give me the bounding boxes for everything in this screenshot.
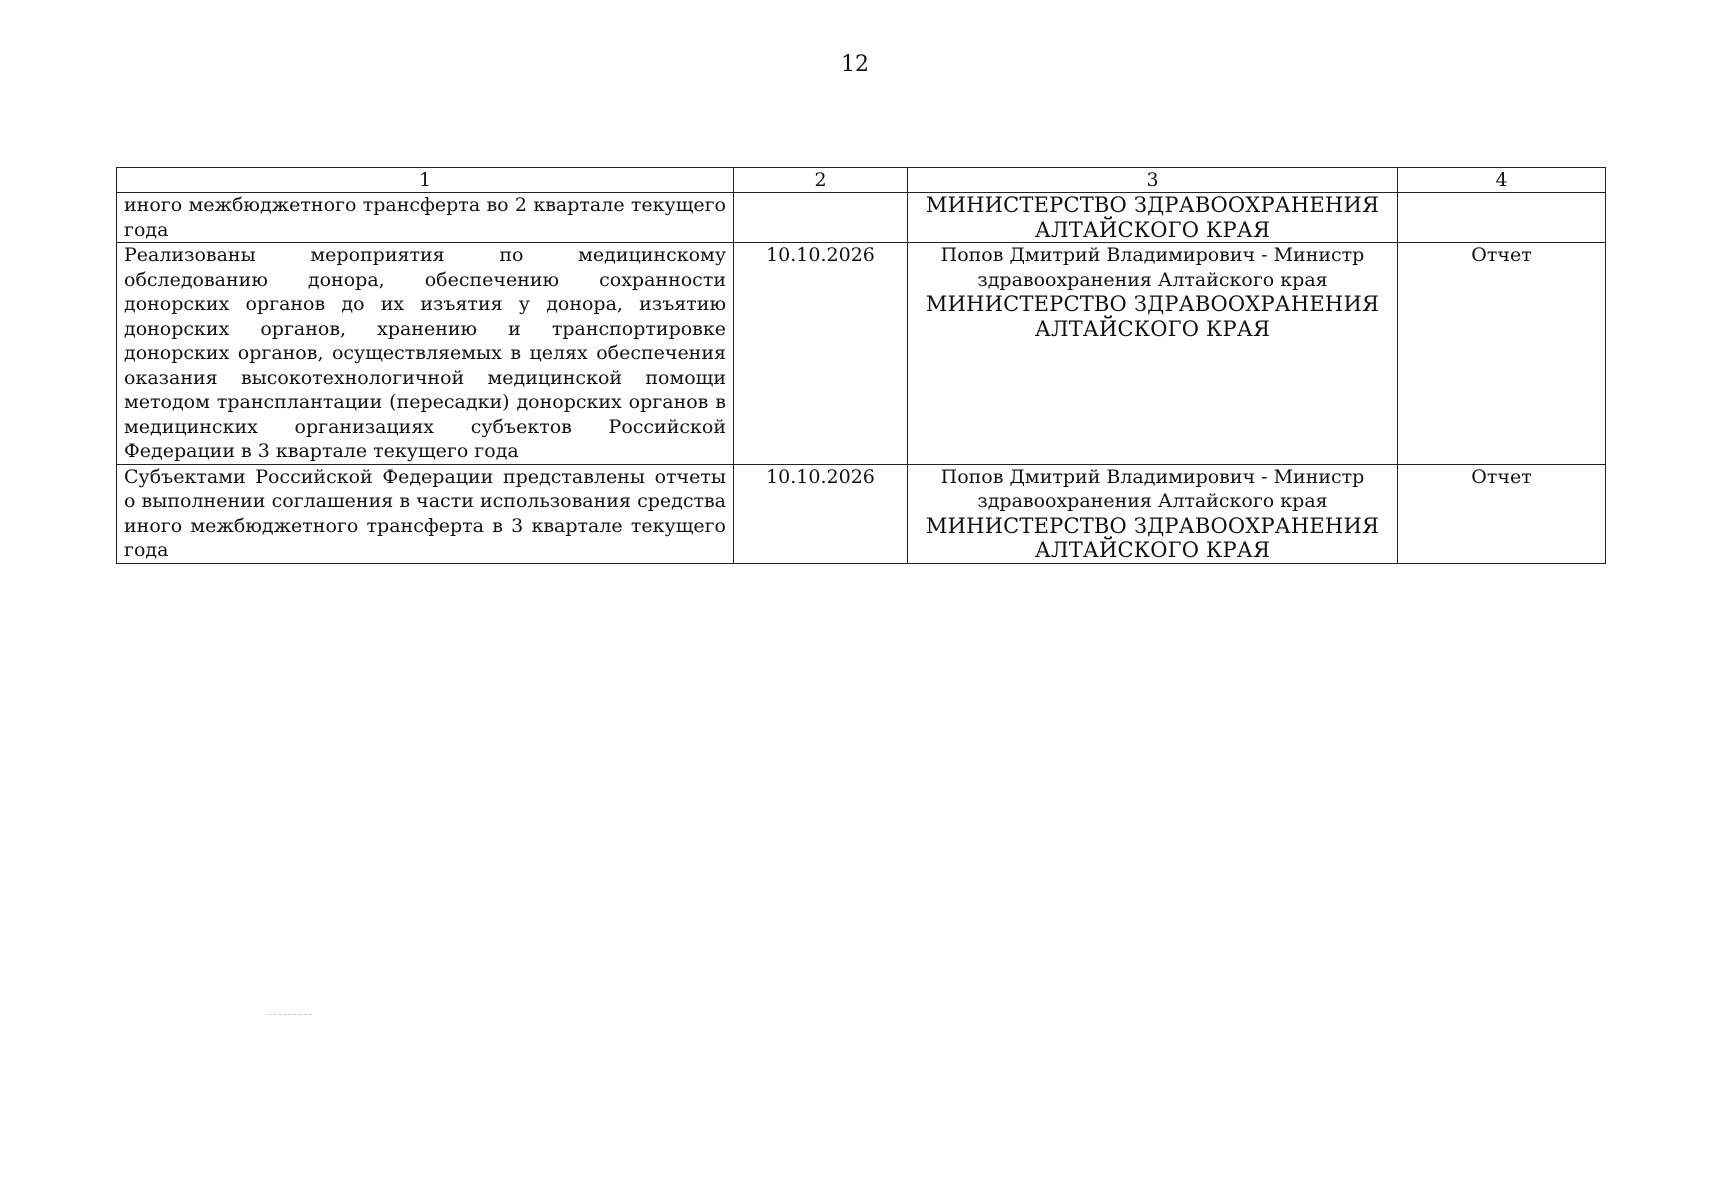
column-header-2: 2 [734,168,908,193]
row-date: 10.10.2026 [734,464,908,563]
table-row [117,193,1606,243]
row-date [734,193,908,243]
row-description: Субъектами Российской Федерации представлены отчеты о выполнении соглашения в части использования средства иного межбюджетного трансферта в 3 квартале текущего года [117,464,734,563]
row-document: Отчет [1398,243,1606,465]
responsible-org: МИНИСТЕРСТВО ЗДРАВООХРАНЕНИЯ АЛТАЙСКОГО КРАЯ [925,193,1380,242]
column-header-3: 3 [908,168,1398,193]
responsible-org: МИНИСТЕРСТВО ЗДРАВООХРАНЕНИЯ АЛТАЙСКОГО КРАЯ [925,513,1380,562]
scan-artifact [268,1014,312,1017]
responsible-org: МИНИСТЕРСТВО ЗДРАВООХРАНЕНИЯ АЛТАЙСКОГО КРАЯ [925,292,1380,341]
row-responsible [908,243,1398,465]
column-header-1: 1 [117,168,734,193]
page-number: 12 [841,52,869,77]
row-document: Отчет [1398,464,1606,563]
responsible-person: Попов Дмитрий Владимирович - Министр здравоохранения Алтайского края [940,244,1365,291]
table-row [117,464,1606,563]
responsible-person: Попов Дмитрий Владимирович - Министр здравоохранения Алтайского края [940,465,1365,512]
table-body [117,193,1606,564]
plan-table [116,167,1606,564]
table-row [117,243,1606,465]
row-description: иного межбюджетного трансферта во 2 квартале текущего года [117,193,734,243]
row-document [1398,193,1606,243]
row-responsible [908,193,1398,243]
header-row [117,168,1606,193]
table-header [117,168,1606,193]
row-date: 10.10.2026 [734,243,908,465]
column-header-4: 4 [1398,168,1606,193]
row-responsible [908,464,1398,563]
row-description: Реализованы мероприятия по медицинскому обследованию донора, обеспечению сохранности донорских органов до их изъятия у донора, изъятию донорских органов, хранению и транспортировке донорских органов, осуществляемых в целях обеспечения оказания высокотехнологичной медицинской помощи методом трансплантации (пересадки) донорских органов в медицинских организациях субъектов Российской Федерации в 3 квартале текущего года [117,243,734,465]
